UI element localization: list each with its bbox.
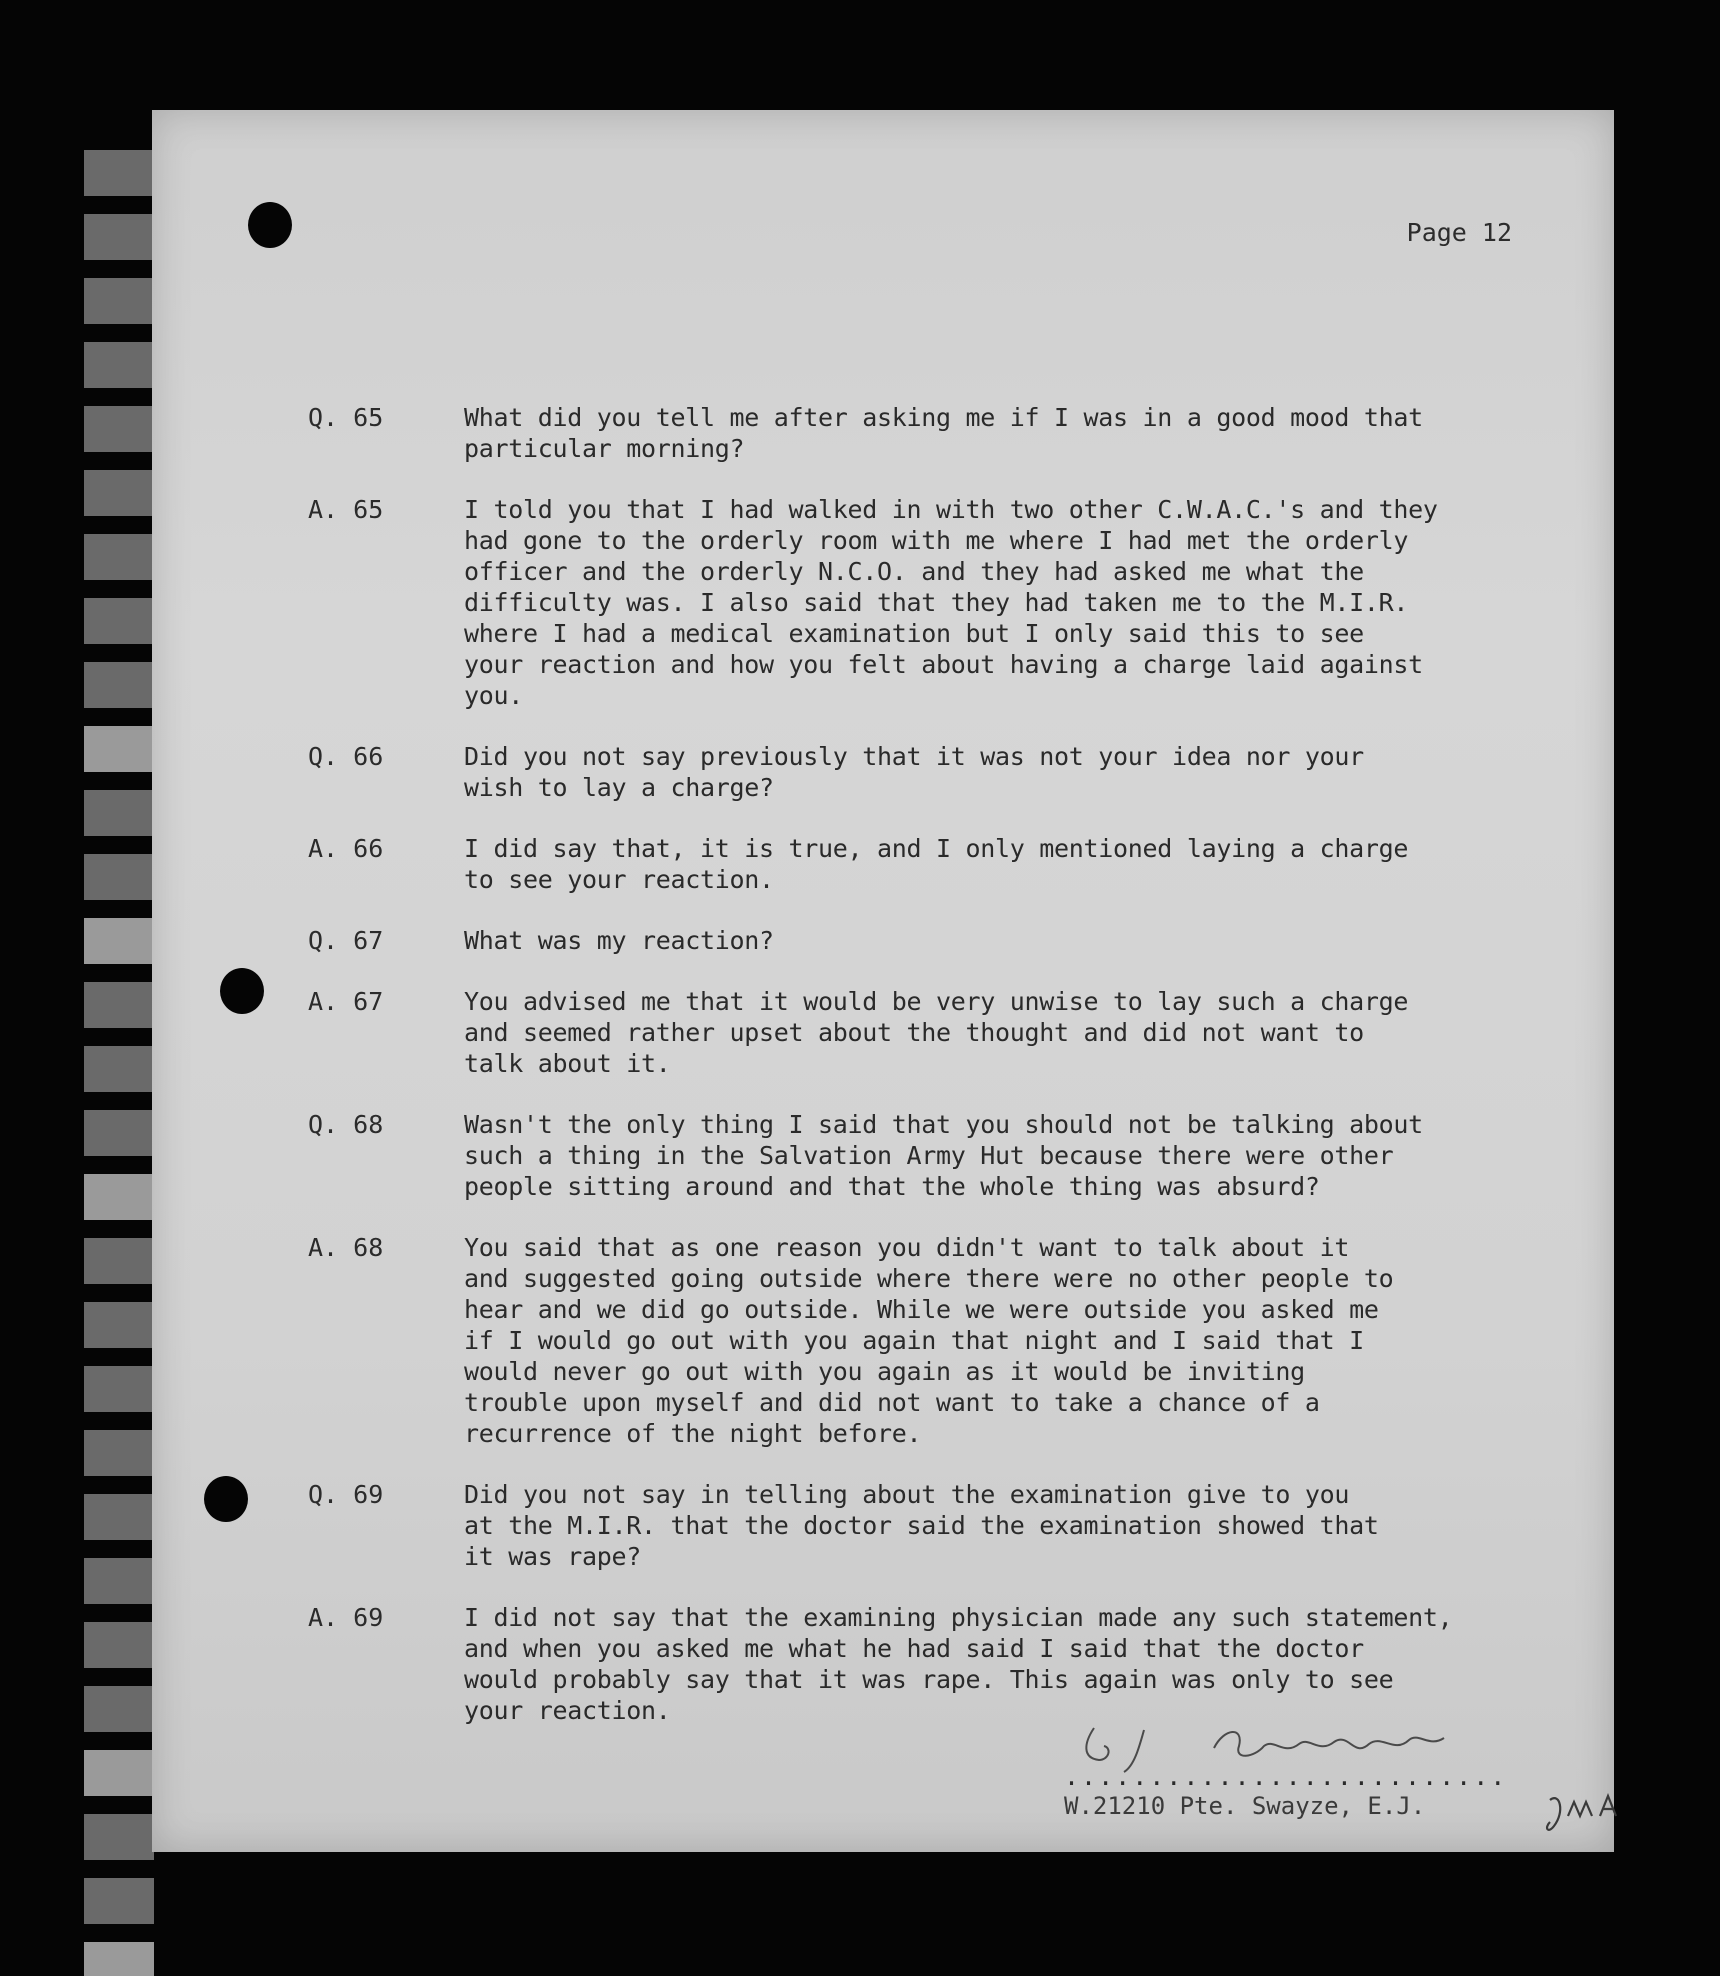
qa-entry (308, 833, 1548, 895)
signature-dotted-line: .......................... (1064, 1762, 1508, 1791)
qa-label: A. 69 (308, 1603, 384, 1632)
qa-entry (308, 1109, 1548, 1202)
handwritten-initials (1540, 1782, 1640, 1842)
qa-text: You advised me that it would be very unwise to lay such a charge and seemed rather upset about the thought and did not want to talk about it. (464, 987, 1409, 1078)
qa-entry (308, 986, 1548, 1079)
qa-label: Q. 68 (308, 1110, 384, 1139)
qa-text: I told you that I had walked in with two other C.W.A.C.'s and they had gone to the orderly room with me where I had met the orderly officer and the orderly N.C.O. and they had asked me what the difficulty was. I also said that they had taken me to the M.I.R. where I had a medical examination but I only said this to see your reaction and how you felt about having a charge laid against you. (464, 495, 1438, 710)
qa-text: Did you not say previously that it was not your idea nor your wish to lay a charge? (464, 742, 1364, 802)
qa-text: Did you not say in telling about the examination give to you at the M.I.R. that the doctor said the examination showed that it was rape? (464, 1480, 1379, 1571)
qa-label: A. 67 (308, 987, 384, 1016)
qa-label: A. 68 (308, 1233, 384, 1262)
qa-list (308, 402, 1548, 1756)
qa-label: Q. 66 (308, 742, 384, 771)
document-page (152, 110, 1614, 1852)
punch-hole-middle (220, 968, 264, 1014)
signer-name: W.21210 Pte. Swayze, E.J. (1064, 1792, 1426, 1820)
qa-text: I did say that, it is true, and I only mentioned laying a charge to see your reaction. (464, 834, 1409, 894)
qa-label: Q. 69 (308, 1480, 384, 1509)
qa-label: A. 65 (308, 495, 384, 524)
qa-entry (308, 741, 1548, 803)
punch-hole-top (248, 202, 292, 248)
qa-entry (308, 494, 1548, 711)
qa-entry (308, 1479, 1548, 1572)
film-strip (84, 150, 154, 1976)
punch-hole-bottom (204, 1476, 248, 1522)
qa-label: Q. 67 (308, 926, 384, 955)
qa-text: What did you tell me after asking me if I was in a good mood that particular morning? (464, 403, 1423, 463)
page-number: Page 12 (1406, 218, 1512, 247)
qa-label: A. 66 (308, 834, 384, 863)
qa-text: You said that as one reason you didn't want to talk about it and suggested going outside where there were no other people to hear and we did go outside. While we were outside you asked me if I would go out with you again that night and I said that I would never go out with you again as it would be inviting trouble upon myself and did not want to take a chance of a recurrence of the night before. (464, 1233, 1394, 1448)
qa-text: Wasn't the only thing I said that you should not be talking about such a thing in the Salvation Army Hut because there were other people sitting around and that the whole thing was absurd? (464, 1110, 1423, 1201)
qa-text: I did not say that the examining physician made any such statement, and when you asked me what he had said I said that the doctor would probably say that it was rape. This again was only to see your reaction. (464, 1603, 1453, 1725)
qa-text: What was my reaction? (464, 926, 774, 955)
qa-label: Q. 65 (308, 403, 384, 432)
qa-entry (308, 1232, 1548, 1449)
qa-entry (308, 925, 1548, 956)
qa-entry (308, 402, 1548, 464)
